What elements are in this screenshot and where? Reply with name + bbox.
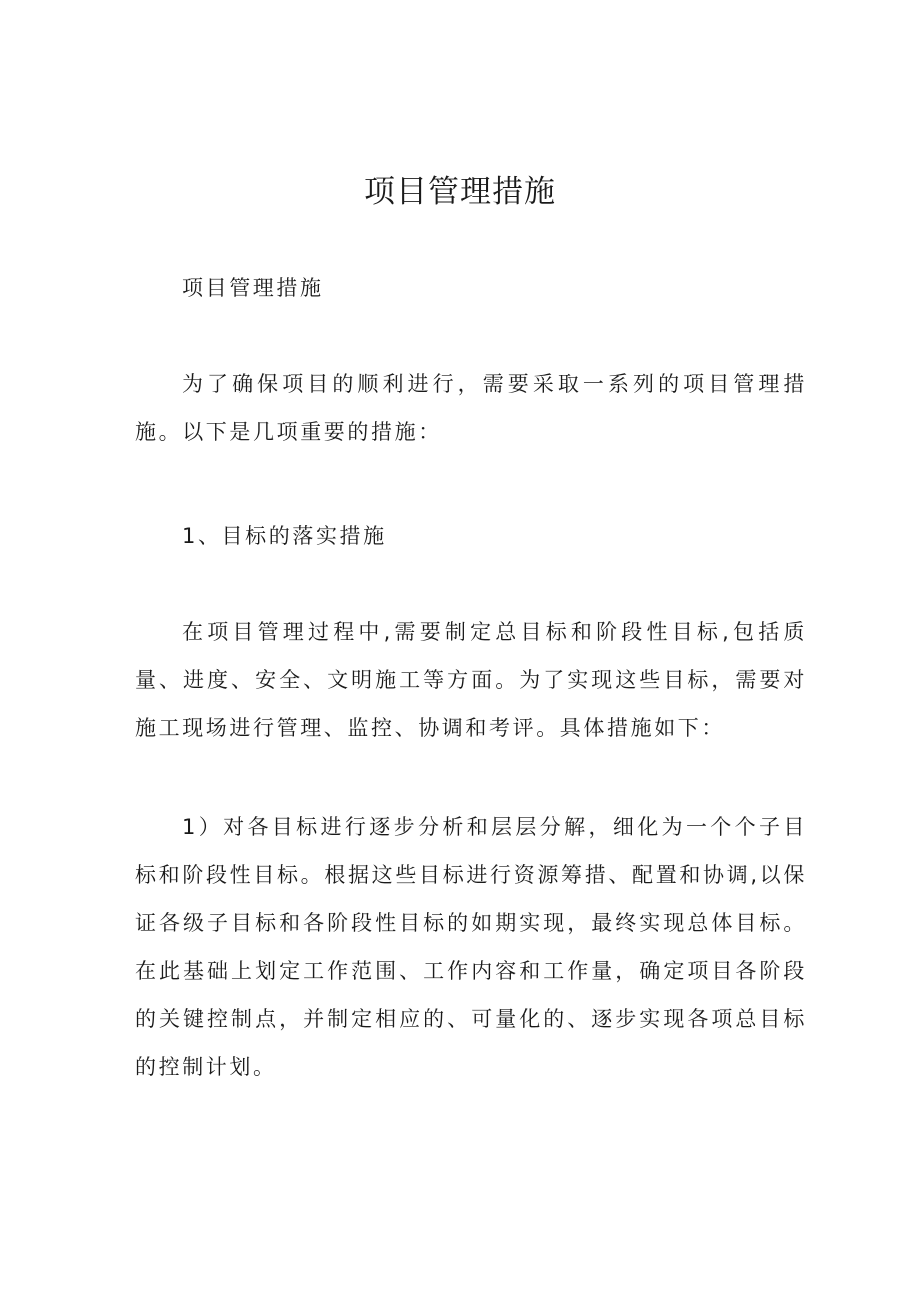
intro-paragraph: 为了确保项目的顺利进行，需要采取一系列的项目管理措施。以下是几项重要的措施：	[135, 372, 807, 444]
subsection-heading: 1、目标的落实措施	[182, 524, 387, 548]
list-item-paragraph: 1）对各目标进行逐步分析和层层分解，细化为一个个子目标和阶段性目标。根据这些目标进行资源筹措、配置和协调,以保证各级子目标和各阶段性目标的如期实现，最终实现总体目标。在此基础上划定工作范围、工作内容和工作量，确定项目各阶段的关键控制点，并制定相应的、可量化的、逐步实现各项总目标的控制计划。	[135, 815, 807, 1079]
body-paragraph: 在项目管理过程中,需要制定总目标和阶段性目标,包括质量、进度、安全、文明施工等方面。为了实现这些目标，需要对施工现场进行管理、监控、协调和考评。具体措施如下：	[135, 620, 807, 740]
section-heading: 项目管理措施	[182, 276, 324, 300]
document-title: 项目管理措施	[364, 174, 556, 210]
